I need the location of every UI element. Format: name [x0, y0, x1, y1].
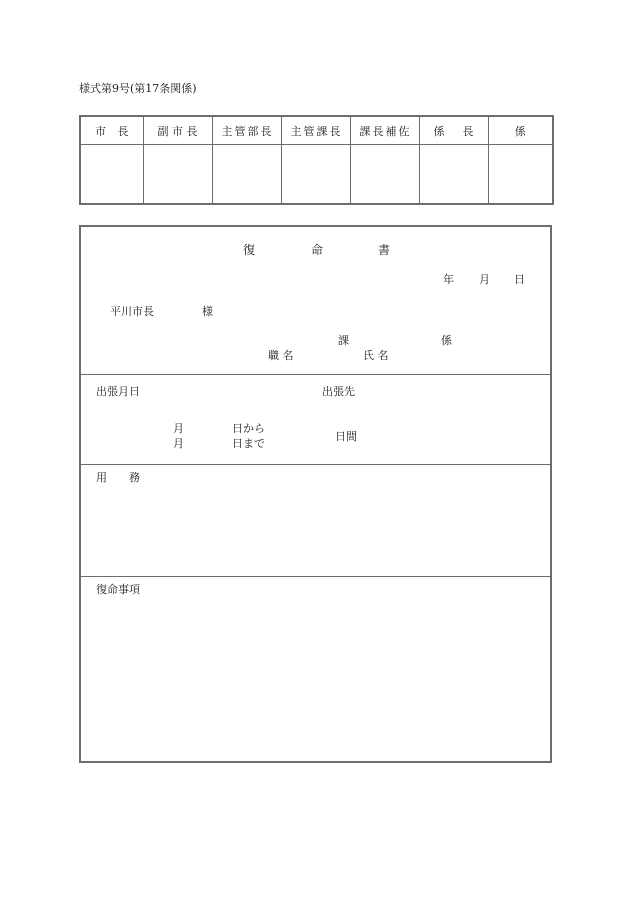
stamp-box-mayor[interactable] [80, 145, 143, 205]
report-title-char-3: 書 [378, 243, 391, 257]
name-label: 氏 名 [363, 349, 389, 362]
approval-header-assistant-section-head: 課 長 補 佐 [350, 116, 419, 145]
stamp-box-assistant-section-head[interactable] [350, 145, 419, 205]
destination-label: 出張先 [322, 385, 355, 398]
approval-header-department-head: 主 管 部 長 [212, 116, 281, 145]
trip-date-label: 出張月日 [96, 385, 140, 398]
subsection-label: 係 [441, 334, 452, 347]
stamp-box-section-head[interactable] [281, 145, 350, 205]
stamp-box-staff[interactable] [488, 145, 553, 205]
approval-stamp-table [79, 115, 554, 205]
from-month-label: 月 [173, 422, 184, 435]
date-year-label: 年 [443, 273, 454, 286]
report-items-label: 復命事項 [96, 583, 140, 596]
approval-header-unit-chief: 係 長 [419, 116, 488, 145]
trip-section [81, 374, 550, 465]
date-month-label: 月 [479, 273, 490, 286]
to-day-label: 日まで [232, 437, 265, 450]
business-section [81, 464, 550, 577]
stamp-box-deputy-mayor[interactable] [143, 145, 212, 205]
from-day-label: 日から [232, 422, 265, 435]
report-form [79, 225, 552, 763]
section-label: 課 [338, 334, 349, 347]
approval-header-deputy-mayor: 副 市 長 [143, 116, 212, 145]
stamp-box-department-head[interactable] [212, 145, 281, 205]
report-title-char-2: 命 [311, 243, 324, 257]
addressee: 平川市長 [110, 305, 154, 318]
approval-header-mayor: 市 長 [80, 116, 143, 145]
to-month-label: 月 [173, 437, 184, 450]
date-day-label: 日 [514, 273, 525, 286]
approval-header-staff: 係 [488, 116, 553, 145]
days-count-label: 日間 [335, 430, 357, 443]
addressee-honorific: 様 [202, 305, 213, 318]
form-number: 様式第9号(第17条関係) [79, 82, 197, 95]
report-items-section [81, 576, 550, 762]
approval-header-row [80, 116, 553, 145]
approval-stamp-row [80, 145, 553, 205]
business-label: 用 務 [96, 471, 140, 484]
position-label: 職 名 [268, 349, 294, 362]
stamp-box-unit-chief[interactable] [419, 145, 488, 205]
approval-header-section-head: 主 管 課 長 [281, 116, 350, 145]
report-title-char-1: 復 [243, 243, 256, 257]
